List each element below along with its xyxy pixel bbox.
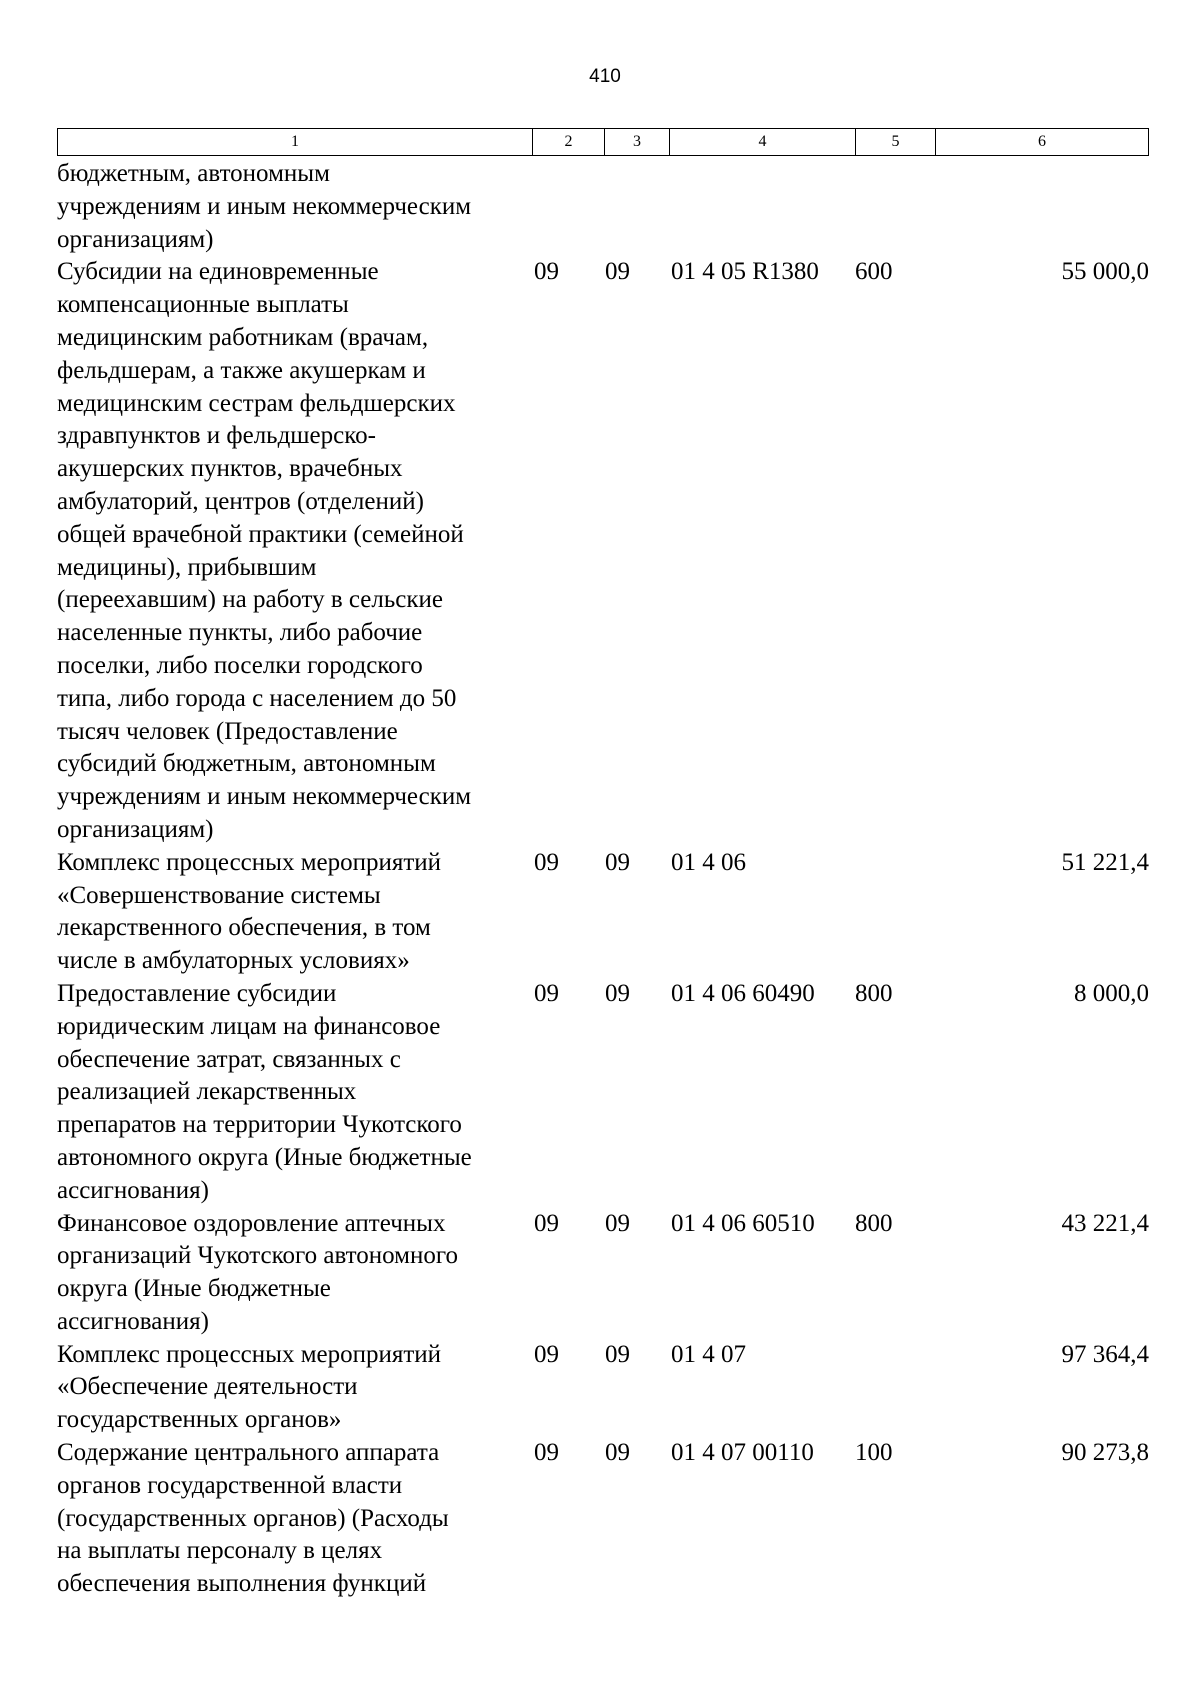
row-name [57, 256, 532, 846]
row-expense-type: 800 [855, 979, 893, 1007]
table-row [57, 1339, 1149, 1437]
row-name-line: «Совершенствование системы [57, 881, 381, 909]
row-name-line: фельдшерам, а также акушеркам и [57, 356, 426, 384]
row-name-line: Субсидии на единовременные [57, 258, 379, 286]
row-name-line: Финансовое оздоровление аптечных [57, 1209, 446, 1237]
row-name-line: медицины), прибывшим [57, 553, 317, 581]
row-name-line: компенсационные выплаты [57, 291, 349, 319]
row-name-line: типа, либо города с населением до 50 [57, 684, 457, 712]
row-expense-type: 600 [855, 258, 893, 286]
row-expense-type: 800 [855, 1209, 893, 1237]
row-name-line: Предоставление субсидии [57, 979, 337, 1007]
row-subsection: 09 [605, 1439, 630, 1467]
row-target-article [669, 158, 855, 256]
column-header-1: 1 [58, 129, 533, 155]
row-name [57, 1437, 532, 1601]
row-name-line: тысяч человек (Предоставление [57, 717, 398, 745]
table-row [57, 847, 1149, 978]
row-name-line: акушерских пунктов, врачебных [57, 455, 403, 483]
row-name-line: органов государственной власти [57, 1471, 403, 1499]
row-name-line: поселки, либо поселки городского [57, 651, 423, 679]
row-name-line: ассигнования) [57, 1176, 209, 1204]
row-target-article: 01 4 07 [671, 1340, 746, 1368]
row-name [57, 1208, 532, 1339]
row-section: 09 [534, 1209, 559, 1237]
row-amount: 51 221,4 [1061, 848, 1149, 876]
row-name-line: организациям) [57, 815, 214, 843]
row-section: 09 [534, 848, 559, 876]
row-subsection [604, 158, 669, 256]
row-expense-type: 100 [855, 1439, 893, 1467]
row-name-line: населенные пункты, либо рабочие [57, 619, 423, 647]
row-name-line: реализацией лекарственных [57, 1078, 357, 1106]
row-name-line: Комплекс процессных мероприятий [57, 1340, 442, 1368]
row-name-line: препаратов на территории Чукотского [57, 1111, 462, 1139]
row-name [57, 1339, 532, 1437]
column-header-4: 4 [670, 129, 856, 155]
table-header [57, 128, 1149, 156]
row-name [57, 158, 532, 256]
row-name-line: ассигнования) [57, 1307, 209, 1335]
row-name-line: лекарственного обеспечения, в том [57, 914, 431, 942]
row-section: 09 [534, 1340, 559, 1368]
row-expense-type [855, 847, 935, 978]
row-amount [935, 158, 1149, 256]
row-name-line: бюджетным, автономным [57, 160, 330, 187]
row-subsection: 09 [605, 1209, 630, 1237]
row-target-article: 01 4 07 00110 [671, 1439, 814, 1467]
row-name-line: Содержание центрального аппарата [57, 1439, 440, 1467]
row-name-line: учреждениям и иным некоммерческим [57, 783, 472, 811]
row-section: 09 [534, 258, 559, 286]
row-subsection: 09 [605, 1340, 630, 1368]
row-name-line: общей врачебной практики (семейной [57, 520, 464, 548]
row-name-line: организациям) [57, 225, 214, 253]
row-target-article: 01 4 06 [671, 848, 746, 876]
row-name-line: организаций Чукотского автономного [57, 1242, 458, 1270]
row-amount: 43 221,4 [1061, 1209, 1149, 1237]
row-name-line: автономного округа (Иные бюджетные [57, 1143, 472, 1171]
table-body [57, 158, 1149, 1601]
row-name-line: учреждениям и иным некоммерческим [57, 192, 472, 220]
row-name-line: округа (Иные бюджетные [57, 1275, 331, 1303]
row-name-line: (государственных органов) (Расходы [57, 1504, 449, 1532]
row-section: 09 [534, 979, 559, 1007]
row-target-article: 01 4 06 60490 [671, 979, 815, 1007]
row-name-line: медицинским сестрам фельдшерских [57, 389, 456, 417]
row-subsection: 09 [605, 848, 630, 876]
row-name-line: на выплаты персоналу в целях [57, 1537, 383, 1565]
column-header-6: 6 [1038, 133, 1046, 150]
row-name-line: числе в амбулаторных условиях» [57, 947, 410, 975]
page-number: 410 [589, 66, 621, 87]
row-name-line: субсидий бюджетным, автономным [57, 750, 436, 778]
row-name-line: здравпунктов и фельдшерско- [57, 422, 376, 450]
row-name [57, 978, 532, 1208]
table-row [57, 256, 1149, 846]
row-name-line: медицинским работникам (врачам, [57, 323, 429, 351]
row-amount: 8 000,0 [1074, 979, 1149, 1007]
row-name-line: амбулаторий, центров (отделений) [57, 487, 424, 515]
row-name-line: (переехавшим) на работу в сельские [57, 586, 443, 614]
table-row [57, 1208, 1149, 1339]
column-header-3: 3 [605, 129, 670, 155]
row-name-line: государственных органов» [57, 1406, 342, 1434]
row-expense-type [855, 1339, 935, 1437]
row-target-article: 01 4 05 R1380 [671, 258, 819, 286]
row-amount: 97 364,4 [1061, 1340, 1149, 1368]
table-row [57, 1437, 1149, 1601]
row-name-line: обеспечение затрат, связанных с [57, 1045, 401, 1073]
row-section: 09 [534, 1439, 559, 1467]
row-expense-type [855, 158, 935, 256]
row-name-line: Комплекс процессных мероприятий [57, 848, 442, 876]
row-subsection: 09 [605, 979, 630, 1007]
row-name-line: юридическим лицам на финансовое [57, 1012, 441, 1040]
row-target-article: 01 4 06 60510 [671, 1209, 815, 1237]
row-amount: 90 273,8 [1061, 1439, 1149, 1467]
table-row [57, 158, 1149, 256]
row-name-line: обеспечения выполнения функций [57, 1570, 427, 1598]
table-row [57, 978, 1149, 1208]
row-name [57, 847, 532, 978]
column-header-5: 5 [856, 129, 936, 155]
row-section [532, 158, 604, 256]
row-subsection: 09 [605, 258, 630, 286]
column-header-2: 2 [533, 129, 605, 155]
row-name-line: «Обеспечение деятельности [57, 1373, 358, 1401]
row-amount: 55 000,0 [1061, 258, 1149, 286]
